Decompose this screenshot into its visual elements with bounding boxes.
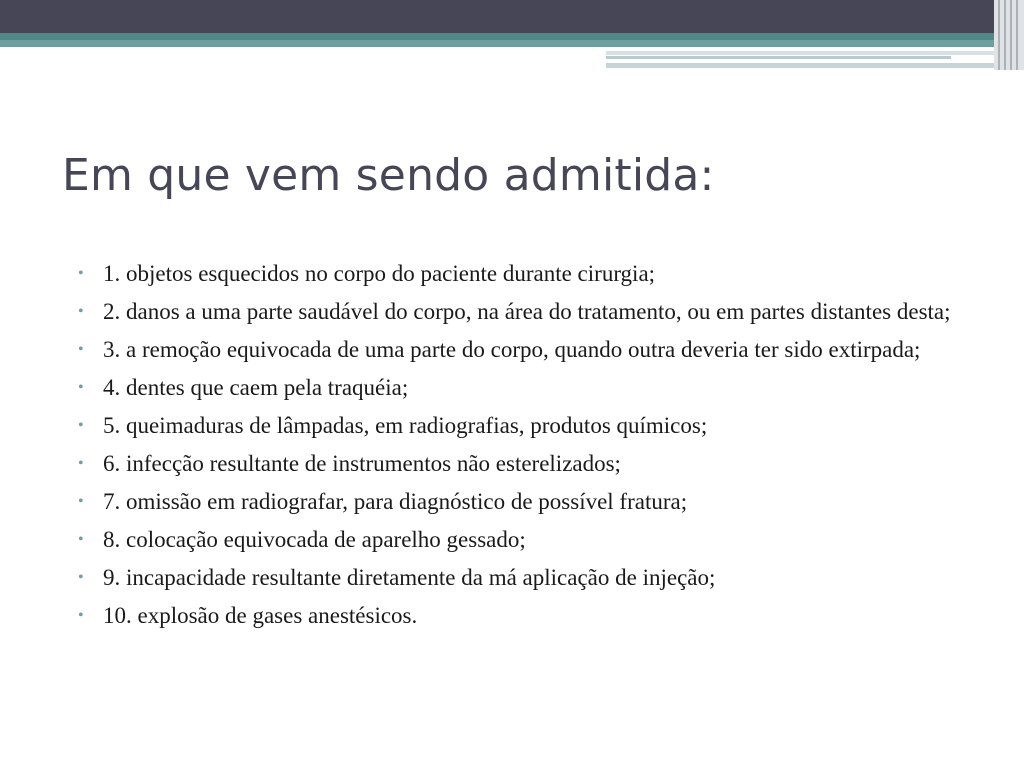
bullet-icon: •: [78, 531, 84, 548]
header-accent-line: [606, 63, 1001, 68]
corner-stripe: [998, 0, 1000, 70]
list-item: [76, 486, 963, 517]
corner-stripe: [1004, 0, 1006, 70]
bullet-list: [76, 258, 963, 638]
list-item: [76, 410, 963, 441]
header-band-light: [0, 40, 1024, 47]
list-item-text: 8. colocação equivocada de aparelho gessado;: [103, 527, 526, 552]
list-item-text: 2. danos a uma parte saudável do corpo, na área do tratamento, ou em partes distantes desta;: [103, 299, 951, 324]
bullet-icon: •: [78, 303, 84, 320]
list-item-text: 4. dentes que caem pela traquéia;: [103, 375, 409, 400]
bullet-icon: •: [78, 455, 84, 472]
bullet-icon: •: [78, 341, 84, 358]
bullet-icon: •: [78, 493, 84, 510]
list-item: [76, 334, 963, 365]
list-item: [76, 524, 963, 555]
list-item-text: 6. infecção resultante de instrumentos não esterelizados;: [103, 451, 621, 476]
list-item-text: 3. a remoção equivocada de uma parte do corpo, quando outra deveria ter sido extirpada;: [103, 337, 921, 362]
bullet-icon: •: [78, 417, 84, 434]
header-accent-line: [606, 51, 1001, 55]
header-accent-line: [606, 47, 996, 50]
header-band-dark: [0, 0, 1024, 33]
list-item-text: 5. queimaduras de lâmpadas, em radiografias, produtos químicos;: [103, 413, 708, 438]
list-item: [76, 448, 963, 479]
list-item: [76, 258, 963, 289]
list-item-text: 1. objetos esquecidos no corpo do paciente durante cirurgia;: [103, 261, 656, 286]
bullet-icon: •: [78, 569, 84, 586]
corner-stripe: [1016, 0, 1018, 70]
header-corner-stripes: [994, 0, 1024, 70]
list-item: [76, 372, 963, 403]
list-item-text: 9. incapacidade resultante diretamente da má aplicação de injeção;: [103, 565, 716, 590]
bullet-icon: •: [78, 607, 84, 624]
list-item: [76, 562, 963, 593]
list-item: [76, 296, 963, 327]
list-item: [76, 600, 963, 631]
list-item-text: 10. explosão de gases anestésicos.: [103, 603, 418, 628]
corner-stripe: [1010, 0, 1012, 70]
slide-title: Em que vem sendo admitida:: [62, 150, 715, 201]
list-item-text: 7. omissão em radiografar, para diagnóstico de possível fratura;: [103, 489, 688, 514]
bullet-icon: •: [78, 265, 84, 282]
bullet-icon: •: [78, 379, 84, 396]
header-accent-line: [606, 56, 951, 59]
